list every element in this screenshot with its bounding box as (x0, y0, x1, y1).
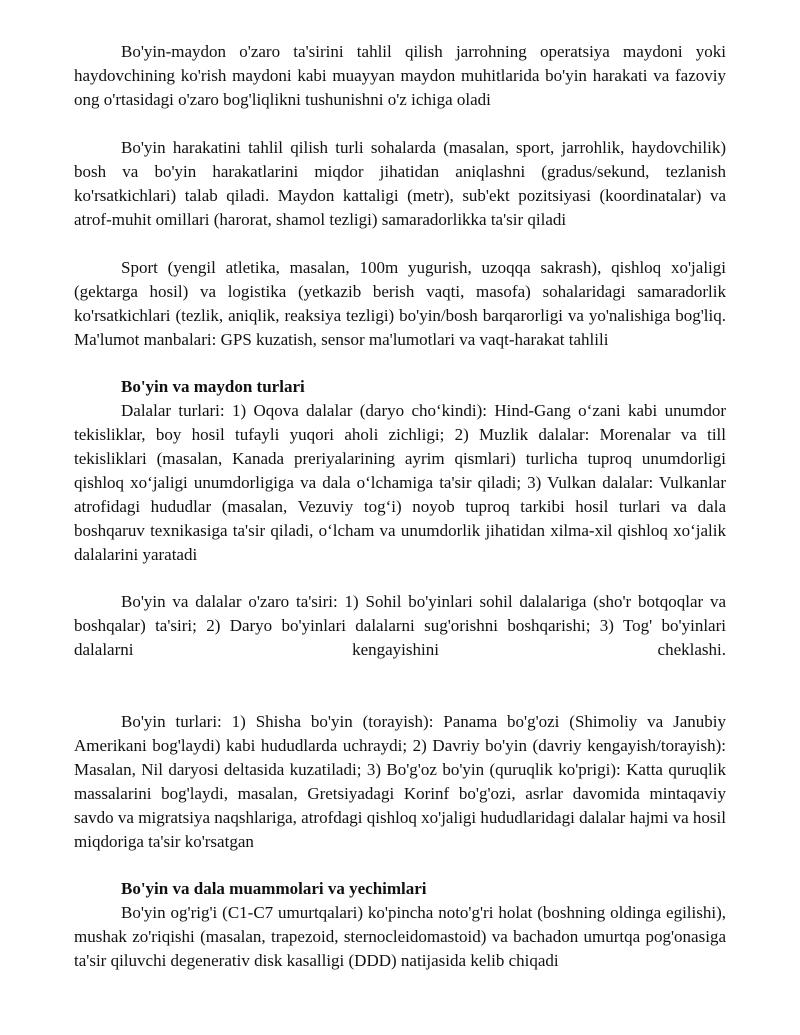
section-heading-neck-field-types: Bo'yin va maydon turlari (121, 377, 305, 396)
paragraph-neck-motion-analysis: Bo'yin harakatini tahlil qilish turli sohalarda (masalan, sport, jarrohlik, haydovchilik) bosh va bo'yin harakatlarini miqdor jihatidan aniqlashni (gradus/sekund, tezlanish ko'rsatkichlari) talab qiladi. Maydon kattaligi (metr), sub'ekt pozitsiyasi (koordinatalar) va atrof-muhit omillari (harorat, shamol tezligi) samaradorlikka ta'sir qiladi (74, 138, 726, 229)
paragraph-field-types: Dalalar turlari: 1) Oqova dalalar (daryo cho‘kindi): Hind-Gang o‘zani kabi unumdor tekisliklar, boy hosil tufayli yuqori aholi zichligi; 2) Muzlik dalalar: Morenalar va till tekisliklari (masalan, Kanada preriyalarining ayrim qismlari) turlicha tuproq unumdorligi qishloq xo‘jaligi unumdorligiga va dala o‘lchamiga ta'sir qiladi; 3) Vulkan dalalar: Vulkanlar atrofidagi hududlar (masalan, Vezuviy tog‘i) noyob tuproq tarkibi hosil turlari va dala boshqaruv texnikasiga ta'sir qiladi, o‘lcham va unumdorlik jihatidan xilma-xil qishloq xo‘jalik dalalarini yaratadi (74, 401, 726, 564)
paragraph-neck-pain: Bo'yin og'rig'i (C1-C7 umurtqalari) ko'pincha noto'g'ri holat (boshning oldinga egilishi), mushak zo'riqishi (masalan, trapezoid, sternocleidomastoid) va bachadon umurtqa pog'onasiga ta'sir qiluvchi degenerativ disk kasalligi (DDD) natijasida kelib chiqadi (74, 903, 726, 970)
paragraph-neck-types: Bo'yin turlari: 1) Shisha bo'yin (torayish): Panama bo'g'ozi (Shimoliy va Janubiy Amerikani bog'laydi) kabi hududlarda uchraydi; 2) Davriy bo'yin (davriy kengayish/torayish): Masalan, Nil daryosi deltasida kuzatiladi; 3) Bo'g'oz bo'yin (quruqlik ko'prigi): Katta quruqlik massalarini bog'laydi, masalan, Gretsiyadagi Korinf bo'g'ozi, asrlar davomida mintaqaviy savdo va migratsiya naqshlariga, atrofdagi qishloq xo'jaligi hududlaridagi dalalar hajmi va hosil miqdoriga ta'sir ko'rsatgan (74, 712, 726, 851)
section-heading-problems-solutions: Bo'yin va dala muammolari va yechimlari (121, 879, 427, 898)
paragraph-neck-field-interaction-types: Bo'yin va dalalar o'zaro ta'siri: 1) Sohil bo'yinlari sohil dalalariga (sho'r botqoqlar va boshqalar) ta'siri; 2) Daryo bo'yinlari dalalarni sug'orishni boshqarishi; 3) Tog' bo'yinlari dalalarni kengayishini cheklashi. (74, 592, 726, 659)
document-page (74, 40, 726, 973)
paragraph-performance-metrics: Sport (yengil atletika, masalan, 100m yugurish, uzoqqa sakrash), qishloq xo'jaligi (gektarga hosil) va logistika (yetkazib berish vaqti, masofa) sohalaridagi samaradorlik ko'rsatkichlari (tezlik, aniqlik, reaksiya tezligi) bo'yin/bosh barqarorligi va yo'nalishiga bog'liq. Ma'lumot manbalari: GPS kuzatish, sensor ma'lumotlari va vaqt-harakat tahlili (74, 258, 726, 349)
paragraph-neck-field-interaction: Bo'yin-maydon o'zaro ta'sirini tahlil qilish jarrohning operatsiya maydoni yoki haydovchining ko'rish maydoni kabi muayyan maydon muhitlarida bo'yin harakati va fazoviy ong o'rtasidagi o'zaro bog'liqlikni tushunishni o'z ichiga oladi (74, 42, 726, 109)
